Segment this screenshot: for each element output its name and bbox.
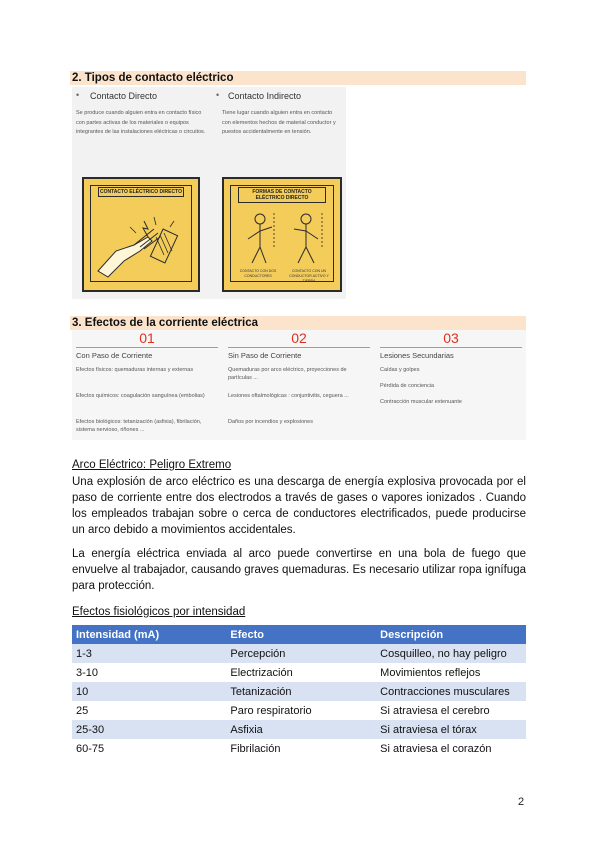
divider xyxy=(76,347,218,348)
table-cell: Asfixia xyxy=(226,720,376,739)
effect-item: Contracción muscular extenuante xyxy=(380,399,462,405)
effect-item: Lesiones oftalmológicas : conjuntivitis, ceguera ... xyxy=(228,393,349,399)
effects-table-title: Efectos fisiológicos por intensidad xyxy=(72,606,246,618)
arc-flash-paragraph-1: Una explosión de arco eléctrico es una descarga de energía explosiva provocada por el paso de corriente entre dos electrodos a través de gases o vapores ionizados . Cuando los empleados trabajan sobre o cerca de conductores electrificados, puede producirse un arco debido a movimientos accidentales. xyxy=(72,476,526,536)
effect-number-03: 03 xyxy=(443,330,459,346)
caption-two-conductors: CONTACTO CON DOS CONDUCTORES xyxy=(239,269,277,278)
table-row xyxy=(72,739,526,758)
effect-item: Efectos biológicos: tetanización (asfixia), fibrilación, sistema nervioso, riñones ... xyxy=(76,419,202,433)
table-cell: 10 xyxy=(72,682,226,701)
indirect-contact-sign xyxy=(222,177,342,292)
table-row xyxy=(72,663,526,682)
table-cell: Percepción xyxy=(226,644,376,663)
caption-conductor-ground: CONTACTO CON UN CONDUCTOR ACTIVO Y TIERRA xyxy=(289,269,329,283)
page-number: 2 xyxy=(518,796,525,808)
table-cell: Fibrilación xyxy=(226,739,376,758)
table-cell: Tetanización xyxy=(226,682,376,701)
table-header-cell: Intensidad (mA) xyxy=(72,625,226,644)
arc-flash-paragraph-2: La energía eléctrica enviada al arco puede convertirse en una bola de fuego que envuelve al trabajador, causando graves quemaduras. Es necesario utilizar ropa ignífuga para protección. xyxy=(72,548,526,592)
contact-types-panel xyxy=(72,87,346,299)
table-header-row xyxy=(72,625,526,644)
indirect-contact-title: Contacto Indirecto xyxy=(228,91,302,101)
effect-item: Efectos físicos: quemaduras internas y externas xyxy=(76,367,194,373)
table-header-cell: Descripción xyxy=(376,625,526,644)
table-cell: Movimientos reflejos xyxy=(376,663,526,682)
table-cell: 1-3 xyxy=(72,644,226,663)
arc-flash-title: Arco Eléctrico: Peligro Extremo xyxy=(72,459,232,471)
effect-col-title: Lesiones Secundarias xyxy=(380,351,454,360)
bullet: • xyxy=(216,90,220,100)
table-row xyxy=(72,644,526,663)
effect-col-title: Sin Paso de Corriente xyxy=(228,351,302,360)
effects-table xyxy=(72,625,526,758)
table-row xyxy=(72,701,526,720)
effect-item: Daños por incendios y explosiones xyxy=(228,419,313,425)
table-cell: 3-10 xyxy=(72,663,226,682)
indirect-sign-title: FORMAS DE CONTACTO ELÉCTRICO DIRECTO xyxy=(238,187,326,203)
table-header-cell: Efecto xyxy=(226,625,376,644)
table-row xyxy=(72,720,526,739)
effect-number-02: 02 xyxy=(291,330,307,346)
table-row xyxy=(72,682,526,701)
bullet: • xyxy=(76,90,80,100)
table-cell: Paro respiratorio xyxy=(226,701,376,720)
direct-sign-title: CONTACTO ELÉCTRICO DIRECTO xyxy=(98,187,184,197)
table-cell: 25 xyxy=(72,701,226,720)
divider xyxy=(228,347,370,348)
section-3-heading: 3. Efectos de la corriente eléctrica xyxy=(70,316,526,330)
effect-item: Quemaduras por arco eléctrico, proyecciones de partículas ... xyxy=(228,367,347,381)
divider xyxy=(380,347,522,348)
direct-contact-sign xyxy=(82,177,200,292)
direct-contact-text: Se produce cuando alguien entra en contacto físico con partes activas de los materiales o equipos integrantes de las instalaciones eléctricas o circuitos. xyxy=(76,110,206,135)
effects-panel xyxy=(72,330,526,440)
table-cell: 60-75 xyxy=(72,739,226,758)
hand-shock-illustration xyxy=(94,201,190,281)
direct-contact-title: Contacto Directo xyxy=(90,91,158,101)
section-2-heading: 2. Tipos de contacto eléctrico xyxy=(70,71,526,85)
effect-number-01: 01 xyxy=(139,330,155,346)
effect-item: Pérdida de conciencia xyxy=(380,383,435,389)
effect-item: Caídas y golpes xyxy=(380,367,420,373)
table-cell: Si atraviesa el tórax xyxy=(376,720,526,739)
table-cell: Cosquilleo, no hay peligro xyxy=(376,644,526,663)
effect-col-title: Con Paso de Corriente xyxy=(76,351,153,360)
indirect-contact-text: Tiene lugar cuando alguien entra en contacto con elementos hechos de material conductor y puestos accidentalmente en tensión. xyxy=(222,110,336,135)
effect-item: Efectos químicos: coagulación sanguínea (embolias) xyxy=(76,393,205,399)
table-cell: Electrización xyxy=(226,663,376,682)
table-cell: Si atraviesa el corazón xyxy=(376,739,526,758)
table-cell: 25-30 xyxy=(72,720,226,739)
table-cell: Si atraviesa el cerebro xyxy=(376,701,526,720)
table-cell: Contracciones musculares xyxy=(376,682,526,701)
two-figures-illustration xyxy=(234,209,334,269)
